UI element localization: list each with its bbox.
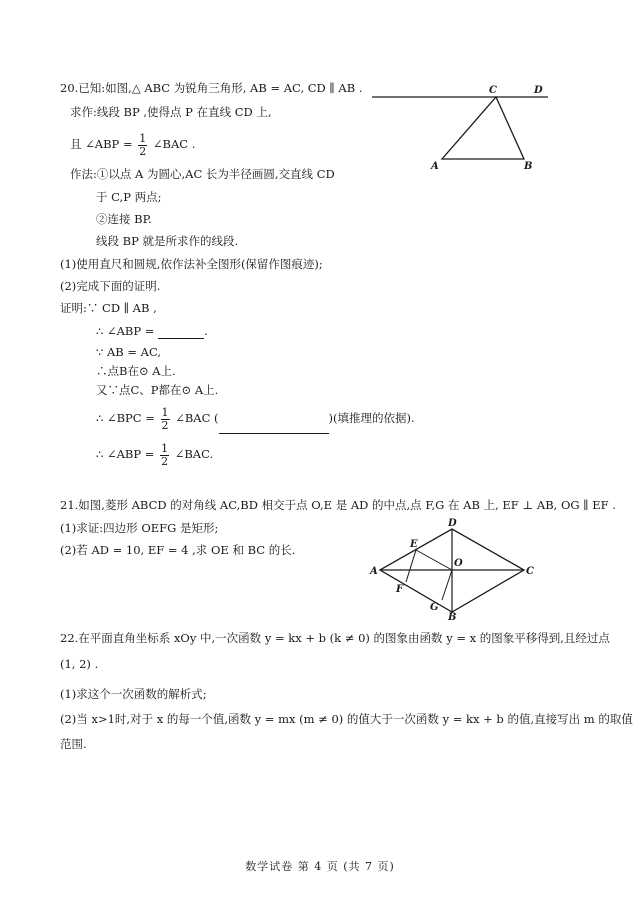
q20-proof5-fraction — [161, 407, 170, 432]
q20-line3-post: ∠BAC . — [152, 137, 196, 151]
q20-proof1-pre: ∴ ∠ABP = — [96, 324, 155, 338]
q22-part2: (2)当 x>1时,对于 x 的每一个值,函数 y = mx (m ≠ 0) 的值大于一次函数 y = kx + b 的值,直接写出 m 的取值 — [60, 712, 633, 726]
q21-part2: (2)若 AD = 10, EF = 4 ,求 OE 和 BC 的长. — [60, 543, 296, 557]
answer-blank-2[interactable] — [219, 421, 329, 434]
answer-blank-1[interactable] — [158, 326, 204, 339]
q21-line1: 21.如图,菱形 ABCD 的对角线 AC,BD 相交于点 O,E 是 AD 的中点,点 F,G 在 AB 上, EF ⊥ AB, OG ∥ EF . — [60, 498, 616, 512]
q20-proof2: ∵ AB = AC, — [96, 345, 162, 359]
frac-numerator: 1 — [161, 405, 169, 419]
q20-proof6 — [96, 438, 213, 470]
frac-denominator: 2 — [161, 454, 169, 468]
q20-line2: 求作:线段 BP ,使得点 P 在直线 CD 上, — [70, 105, 272, 119]
q20-method1: 作法:①以点 A 为圆心,AC 长为半径画圆,交直线 CD — [70, 167, 335, 181]
frac-numerator: 1 — [161, 441, 169, 455]
q21-part1: (1)求证:四边形 OEFG 是矩形; — [60, 521, 219, 535]
q20-proof0: 证明:∵ CD ∥ AB , — [60, 301, 157, 315]
q20-part2: (2)完成下面的证明. — [60, 279, 161, 293]
q20-proof5-post: )(填推理的依据). — [328, 411, 415, 425]
label-d: D — [448, 518, 457, 529]
q21-rhombus-figure — [368, 518, 538, 623]
q20-line3 — [70, 128, 195, 160]
q20-proof3: ∴点B在⊙ A上. — [96, 364, 176, 378]
q20-proof5-pre: ∴ ∠BPC = — [96, 411, 155, 425]
q20-method3: ②连接 BP. — [96, 212, 152, 226]
q20-proof5-mid: ∠BAC ( — [175, 411, 219, 425]
label-e: E — [410, 539, 418, 550]
q20-proof6-pre: ∴ ∠ABP = — [96, 447, 155, 461]
q22-line1: 22.在平面直角坐标系 xOy 中,一次函数 y = kx + b (k ≠ 0) 的图象由函数 y = x 的图象平移得到,且经过点 — [60, 631, 610, 645]
label-a: A — [370, 566, 378, 577]
q20-proof4: 又∵点C、P都在⊙ A上. — [96, 383, 219, 397]
label-f: F — [396, 584, 404, 595]
q22-part1: (1)求这个一次函数的解析式; — [60, 687, 207, 701]
frac-numerator: 1 — [139, 131, 147, 145]
label-d: D — [534, 85, 543, 96]
q20-method2: 于 C,P 两点; — [96, 190, 162, 204]
q20-line1: 20.已知:如图,△ ABC 为锐角三角形, AB = AC, CD ∥ AB . — [60, 81, 363, 95]
label-c: C — [526, 566, 534, 577]
segment-eo — [416, 550, 452, 570]
q20-fraction — [138, 133, 147, 158]
label-g: G — [430, 602, 439, 613]
label-b: B — [448, 612, 457, 623]
q20-proof1-post: . — [204, 324, 208, 338]
q20-proof5 — [96, 402, 415, 434]
frac-denominator: 2 — [139, 144, 147, 158]
q20-triangle-figure — [368, 85, 558, 175]
label-c: C — [489, 85, 497, 96]
q20-part1: (1)使用直尺和圆规,依作法补全图形(保留作图痕迹); — [60, 257, 323, 271]
q22-line2: (1, 2) . — [60, 657, 99, 671]
segment-og — [442, 570, 452, 600]
page-footer: 数学试卷 第 4 页 (共 7 页) — [245, 860, 395, 873]
q22-part2b: 范围. — [60, 737, 87, 751]
label-a: A — [431, 161, 439, 172]
frac-denominator: 2 — [161, 418, 169, 432]
q20-line3-pre: 且 ∠ABP = — [70, 137, 133, 151]
label-o: O — [454, 558, 463, 569]
q20-method4: 线段 BP 就是所求作的线段. — [96, 234, 239, 248]
q20-proof6-fraction — [160, 443, 169, 468]
q20-proof1 — [96, 323, 208, 339]
label-b: B — [524, 161, 533, 172]
triangle-abc — [442, 97, 524, 159]
q20-proof6-post: ∠BAC. — [174, 447, 214, 461]
